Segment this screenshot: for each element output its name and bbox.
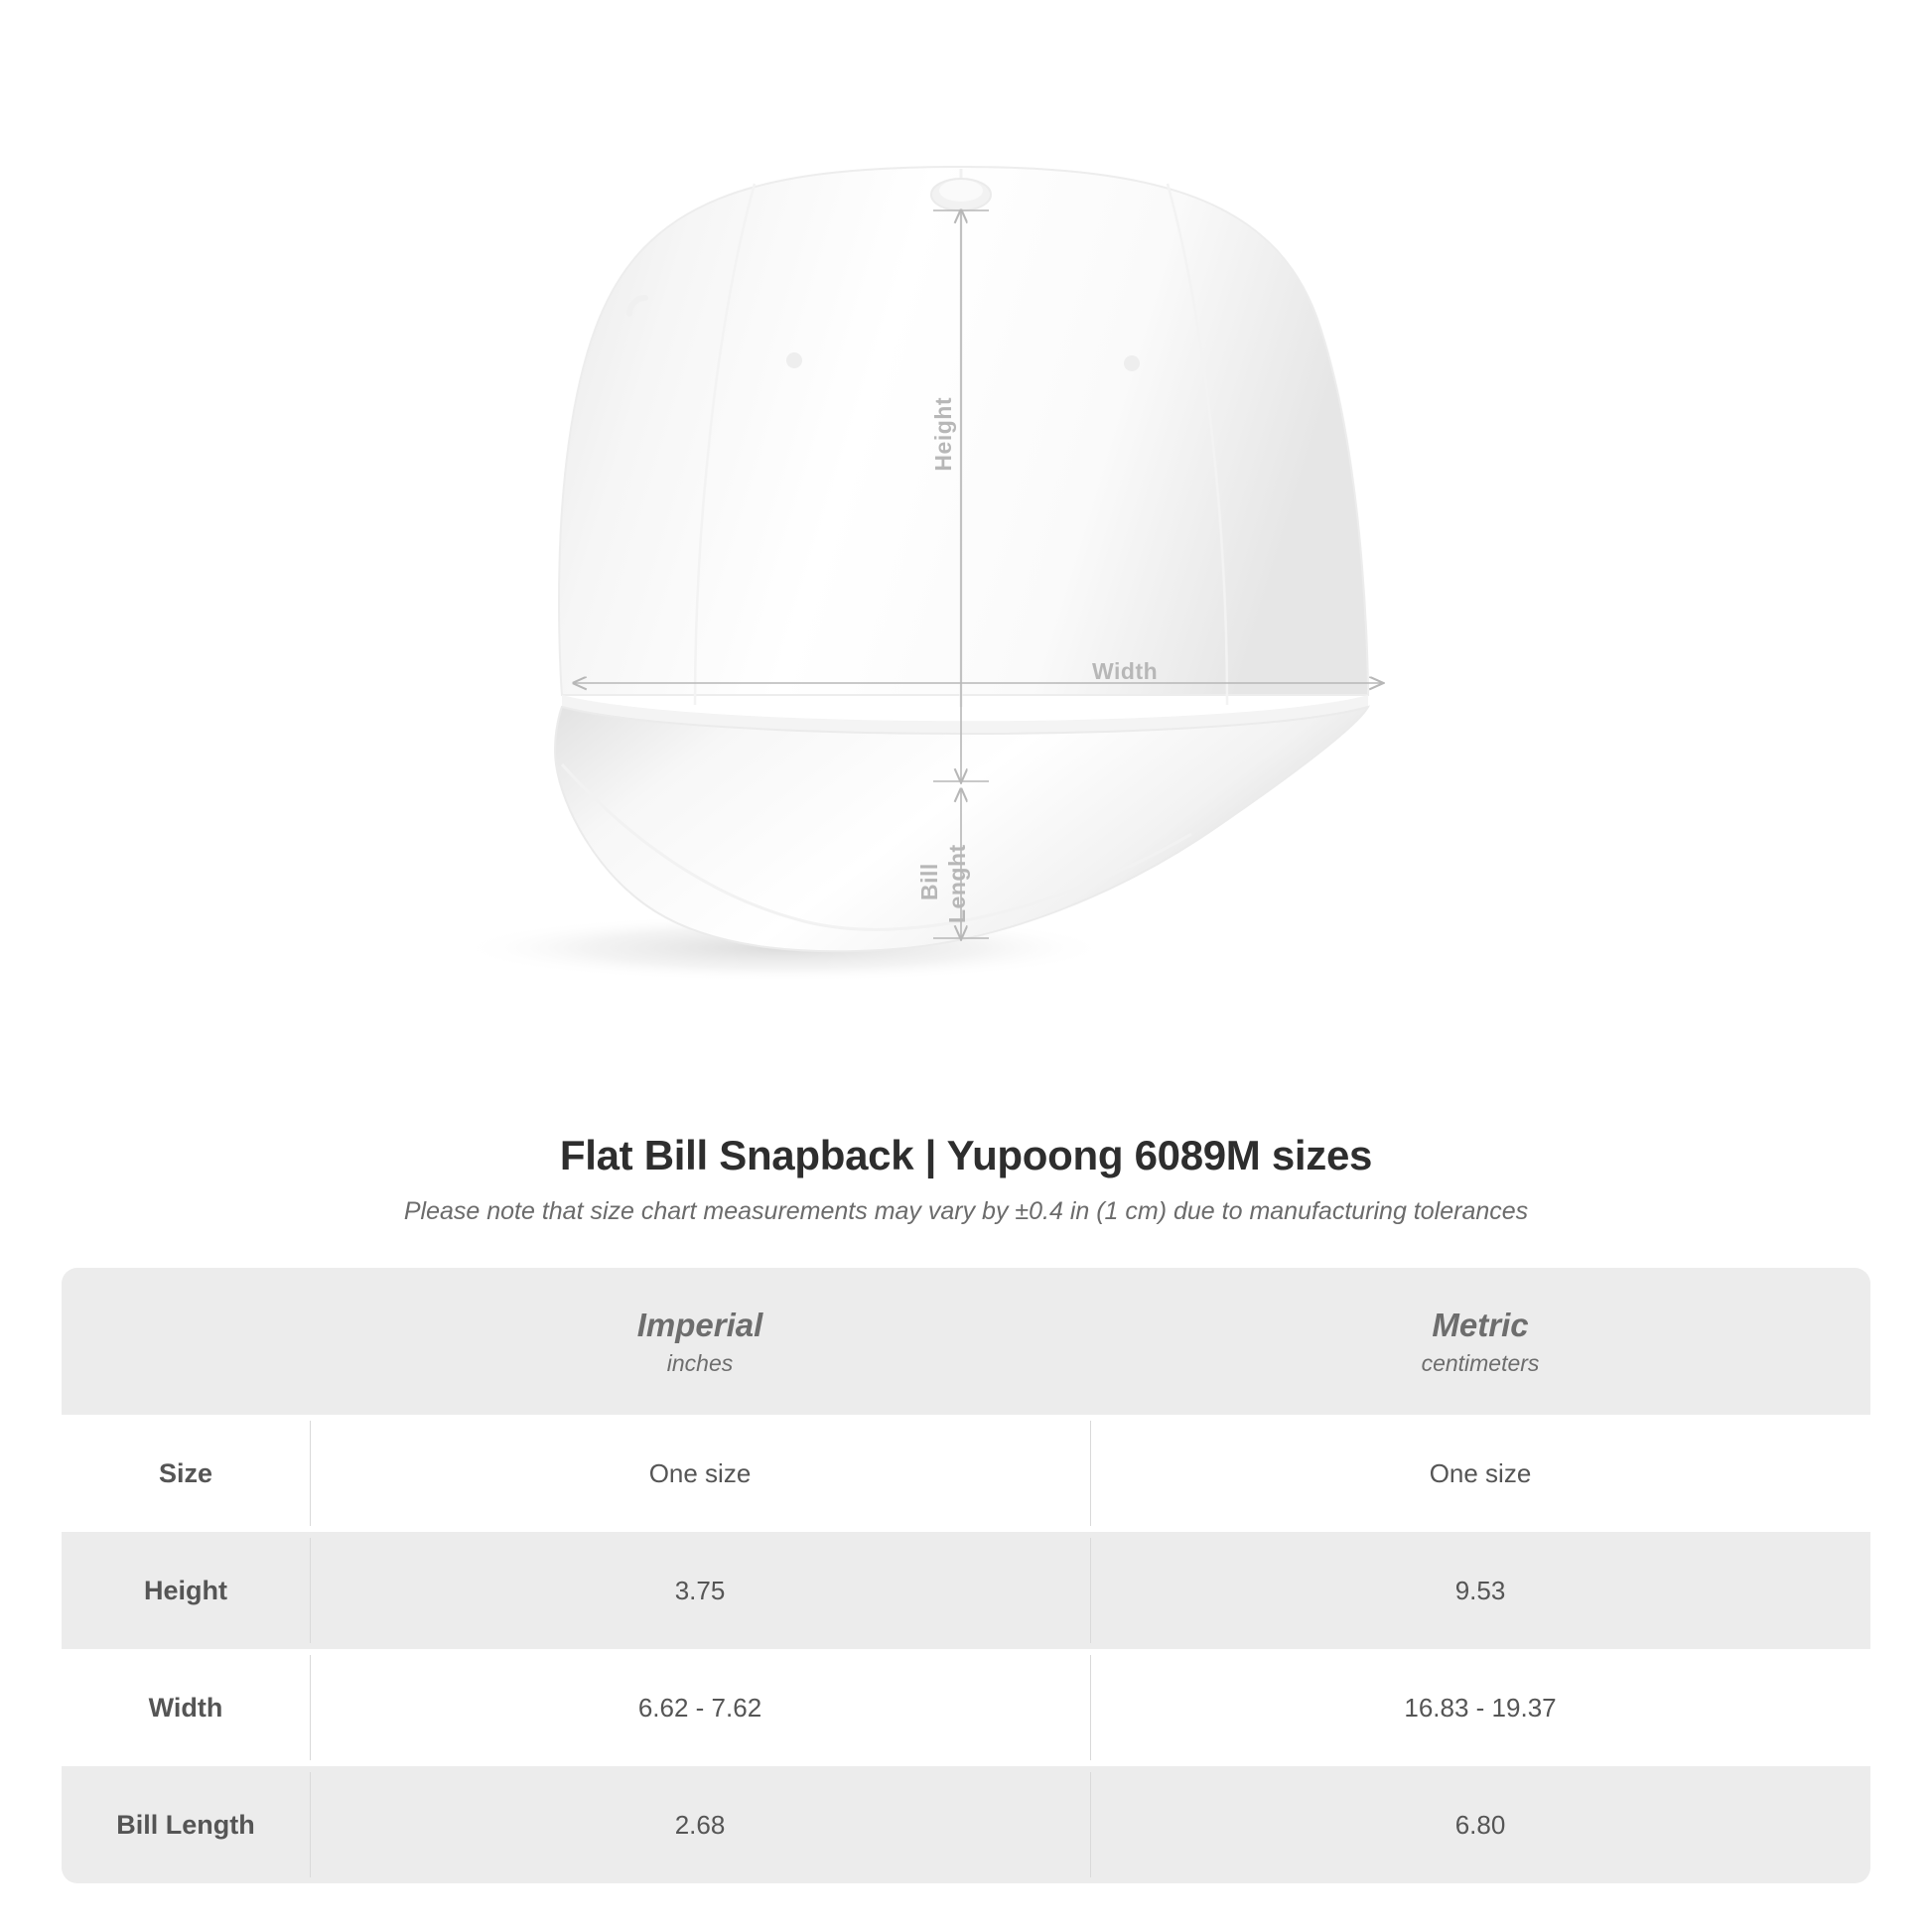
row-label-width: Width bbox=[148, 1692, 223, 1723]
cell-size-imperial: One size bbox=[310, 1415, 1090, 1532]
metric-sub-label: centimeters bbox=[1421, 1349, 1540, 1376]
size-table bbox=[62, 1268, 1870, 1883]
table-row bbox=[62, 1532, 1870, 1649]
imperial-label: Imperial bbox=[636, 1306, 763, 1343]
cell-width-metric: 16.83 - 19.37 bbox=[1090, 1649, 1870, 1766]
header-metric-cell bbox=[1090, 1268, 1870, 1415]
height-dimension-label: Height bbox=[930, 397, 956, 472]
width-dimension-label: Width bbox=[1092, 658, 1159, 684]
cell-bill-length-metric: 6.80 bbox=[1090, 1766, 1870, 1883]
bill-length-dimension-label-line1: Bill bbox=[916, 863, 942, 900]
title-block bbox=[0, 1132, 1932, 1226]
cell-width-imperial: 6.62 - 7.62 bbox=[310, 1649, 1090, 1766]
row-label-size: Size bbox=[158, 1457, 213, 1488]
table-row bbox=[62, 1415, 1870, 1532]
row-label-bill-length: Bill Length bbox=[62, 1766, 310, 1883]
header-imperial-cell bbox=[310, 1268, 1090, 1415]
cell-bill-length-imperial: 2.68 bbox=[310, 1766, 1090, 1883]
table-row bbox=[62, 1766, 1870, 1883]
tolerance-note: Please note that size chart measurements may vary by ±0.4 in (1 cm) due to manufacturing tolerances bbox=[403, 1197, 1529, 1225]
cell-height-metric: 9.53 bbox=[1090, 1532, 1870, 1649]
header-spacer-cell bbox=[62, 1268, 310, 1415]
page-title: Flat Bill Snapback | Yupoong 6089M sizes bbox=[559, 1132, 1373, 1178]
size-table-wrapper bbox=[62, 1268, 1870, 1883]
cell-size-metric: One size bbox=[1090, 1415, 1870, 1532]
imperial-sub-label: inches bbox=[666, 1349, 734, 1376]
metric-label: Metric bbox=[1432, 1306, 1529, 1343]
row-label-height: Height bbox=[62, 1532, 310, 1649]
table-header-row bbox=[62, 1268, 1870, 1415]
table-row bbox=[62, 1649, 1870, 1766]
cell-height-imperial: 3.75 bbox=[310, 1532, 1090, 1649]
bill-length-dimension-label-line2: Lenght bbox=[944, 844, 970, 923]
